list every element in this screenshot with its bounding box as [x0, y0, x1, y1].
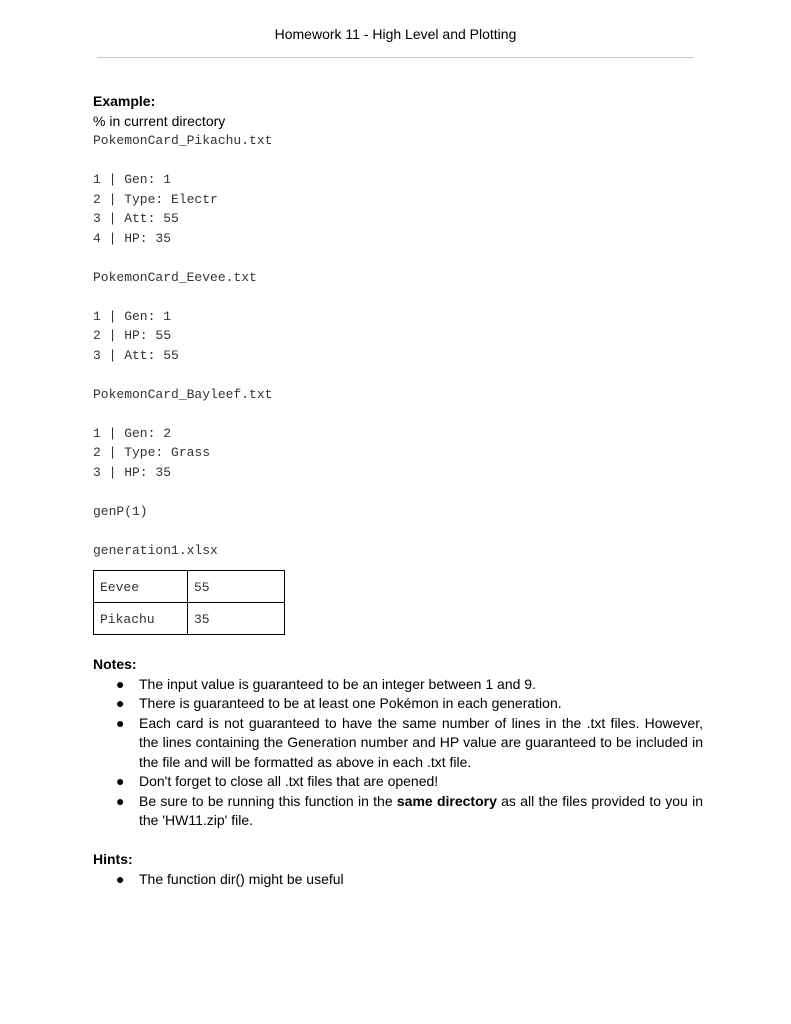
bullet-icon: ● — [116, 714, 125, 731]
file-line: 2 | Type: Electr — [93, 191, 218, 207]
example-heading: Example: — [93, 93, 156, 109]
document-body — [93, 92, 703, 889]
notes-heading: Notes: — [93, 656, 137, 672]
output-file-name: generation1.xlsx — [93, 542, 218, 558]
header-divider — [97, 57, 694, 58]
file-line: 3 | Att: 55 — [93, 347, 179, 363]
table-row — [94, 571, 285, 603]
table-cell: 35 — [188, 603, 285, 635]
output-table — [93, 570, 285, 635]
bullet-icon: ● — [116, 695, 125, 711]
table-cell: Pikachu — [94, 603, 188, 635]
bullet-icon: ● — [116, 773, 125, 789]
list-item: ● The input value is guaranteed to be an integer between 1 and 9. — [139, 675, 703, 695]
function-call: genP(1) — [93, 503, 148, 519]
bullet-icon: ● — [116, 792, 125, 809]
file-line: 1 | Gen: 1 — [93, 308, 172, 324]
file-line: 1 | Gen: 2 — [93, 425, 172, 441]
table-row — [94, 603, 285, 635]
table-cell: Eevee — [94, 571, 188, 603]
table-cell: 55 — [188, 571, 285, 603]
file-line: 2 | Type: Grass — [93, 445, 211, 460]
hints-list — [93, 870, 703, 890]
notes-list — [93, 675, 703, 831]
emphasis-text: same directory — [396, 792, 497, 809]
list-item: ● Each card is not guaranteed to have the same number of lines in the .txt files. However, the lines containing the Generation number and HP value are guaranteed to be included in the file and will be formatted as above in each .txt file. — [116, 714, 703, 770]
file-line: 3 | Att: 55 — [93, 211, 179, 226]
file-line: 1 | Gen: 1 — [93, 172, 172, 187]
bullet-icon: ● — [116, 870, 125, 887]
page-header-title: Homework 11 - High Level and Plotting — [274, 26, 517, 42]
file-line: 3 | HP: 35 — [93, 464, 172, 480]
example-intro: % in current directory — [93, 112, 226, 129]
file-name: PokemonCard_Bayleef.txt — [93, 386, 273, 402]
list-item: ● There is guaranteed to be at least one Pokémon in each generation. — [139, 694, 703, 714]
file-name: PokemonCard_Pikachu.txt — [93, 133, 273, 148]
list-item: ● Be sure to be running this function in the same directory as all the files provided to you in the 'HW11.zip' file. — [116, 792, 703, 828]
list-item: ● The function dir() might be useful — [139, 870, 703, 890]
file-line: 4 | HP: 35 — [93, 230, 172, 246]
list-item: ● Don't forget to close all .txt files that are opened! — [139, 772, 703, 792]
file-name: PokemonCard_Eevee.txt — [93, 269, 257, 285]
bullet-icon: ● — [116, 675, 125, 692]
file-line: 2 | HP: 55 — [93, 328, 172, 343]
hints-heading: Hints: — [93, 851, 133, 867]
